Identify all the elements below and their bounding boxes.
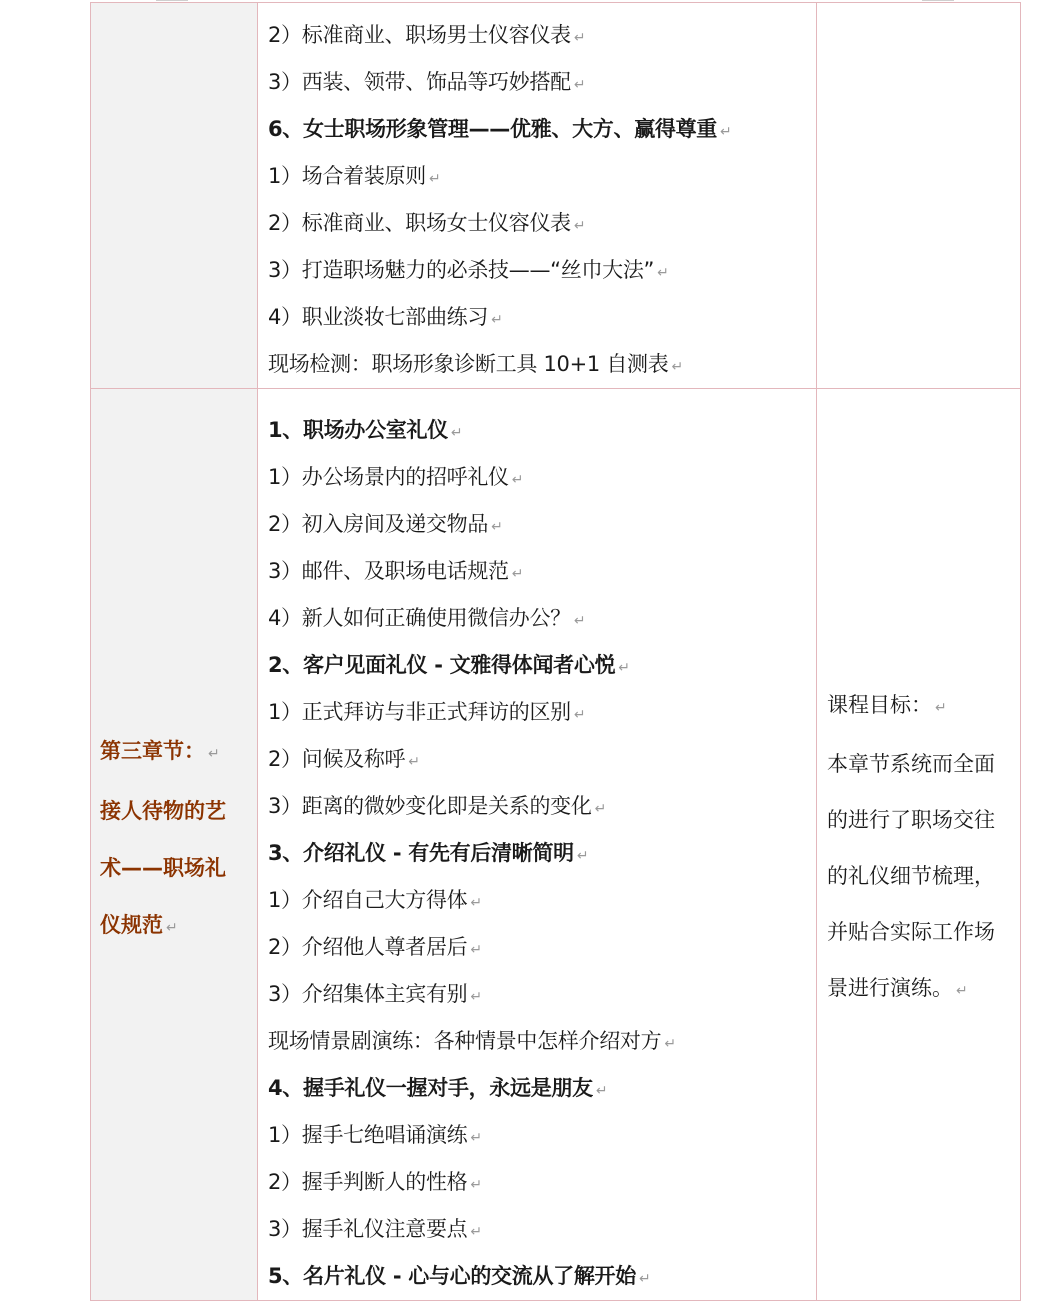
outline-text: 2、客户见面礼仪 - 文雅得体闻者心悦 — [268, 653, 616, 677]
goal-line — [827, 677, 1008, 736]
outline-text: 1）介绍自己大方得体 — [268, 888, 468, 912]
section-cell — [91, 389, 258, 1301]
outline-text: 3）西装、领带、饰品等巧妙搭配 — [268, 70, 571, 94]
goal-line — [827, 792, 1008, 848]
course-outline-table — [90, 2, 1021, 1301]
content-cell — [258, 3, 817, 389]
section-title-line-text: 第三章节： — [100, 739, 205, 763]
outline-heading — [268, 642, 816, 689]
outline-item — [268, 247, 816, 294]
outline-text: 3）打造职场魅力的必杀技——“丝巾大法” — [268, 258, 655, 282]
outline-item — [268, 689, 816, 736]
goal-line — [827, 960, 1008, 1019]
outline-text: 1、职场办公室礼仪 — [268, 418, 448, 442]
paragraph-mark-icon: ↵ — [470, 989, 482, 1005]
goal-line-text: 的礼仪细节梳理， — [827, 864, 995, 888]
section-title-line-text: 术——职场礼 — [100, 856, 226, 880]
outline-item — [268, 1206, 816, 1253]
outline-item — [268, 548, 816, 595]
outline-heading — [268, 407, 816, 454]
paragraph-mark-icon: ↵ — [470, 895, 482, 911]
outline-text: 现场检测：职场形象诊断工具 10+1 自测表 — [268, 352, 669, 376]
outline-text: 2）标准商业、职场女士仪容仪表 — [268, 211, 571, 235]
outline-heading — [268, 1065, 816, 1112]
outline-item — [268, 200, 816, 247]
paragraph-mark-icon: ↵ — [470, 1130, 482, 1146]
table-row — [91, 3, 1021, 389]
outline-heading — [268, 106, 816, 153]
outline-text: 4、握手礼仪一握对手，永远是朋友 — [268, 1076, 593, 1100]
goal-line-text: 的进行了职场交往 — [827, 808, 995, 832]
section-title-line — [100, 723, 250, 783]
goal-line — [827, 904, 1008, 960]
outline-heading — [268, 1253, 816, 1300]
outline-item — [268, 924, 816, 971]
outline-text: 2）问候及称呼 — [268, 747, 406, 771]
outline-text: 1）握手七绝唱诵演练 — [268, 1123, 468, 1147]
outline-item — [268, 783, 816, 830]
outline-item — [268, 294, 816, 341]
outline-text: 3）邮件、及职场电话规范 — [268, 559, 509, 583]
paragraph-mark-icon: ↵ — [671, 359, 683, 375]
paragraph-mark-icon: ↵ — [470, 1224, 482, 1240]
outline-text: 1）正式拜访与非正式拜访的区别 — [268, 700, 571, 724]
paragraph-mark-icon: ↵ — [491, 519, 503, 535]
paragraph-mark-icon: ↵ — [491, 312, 503, 328]
outline-heading — [268, 830, 816, 877]
outline-item — [268, 454, 816, 501]
paragraph-mark-icon: ↵ — [428, 171, 441, 187]
paragraph-mark-icon: ↵ — [720, 124, 732, 140]
section-title-line-text: 仪规范 — [100, 913, 163, 937]
outline-text: 4）新人如何正确使用微信办公？ — [268, 606, 571, 630]
goal-line — [827, 736, 1008, 792]
outline-item — [268, 341, 816, 388]
table-row — [91, 389, 1021, 1301]
paragraph-mark-icon: ↵ — [573, 30, 586, 46]
paragraph-mark-icon: ↵ — [208, 746, 220, 762]
paragraph-mark-icon: ↵ — [573, 77, 586, 93]
outline-item — [268, 59, 816, 106]
outline-item — [268, 1159, 816, 1206]
paragraph-mark-icon: ↵ — [450, 425, 463, 441]
outline-text: 现场情景剧演练：各种情景中怎样介绍对方 — [268, 1029, 662, 1053]
paragraph-mark-icon: ↵ — [594, 801, 606, 817]
outline-text: 3）介绍集体主宾有别 — [268, 982, 468, 1006]
section-title-line — [100, 840, 250, 897]
outline-item — [268, 153, 816, 200]
content-list — [258, 389, 816, 1300]
outline-item — [268, 1018, 816, 1065]
outline-text: 2）介绍他人尊者居后 — [268, 935, 468, 959]
paragraph-mark-icon: ↵ — [470, 1177, 482, 1193]
goal-cell-empty — [817, 3, 1021, 389]
paragraph-mark-icon: ↵ — [166, 920, 178, 936]
paragraph-mark-icon: ↵ — [576, 848, 589, 864]
outline-item — [268, 877, 816, 924]
outline-text: 6、女士职场形象管理——优雅、大方、赢得尊重 — [268, 117, 718, 141]
section-title — [91, 389, 250, 957]
paragraph-mark-icon: ↵ — [511, 472, 524, 488]
outline-item — [268, 595, 816, 642]
outline-text: 2）标准商业、职场男士仪容仪表 — [268, 23, 571, 47]
paragraph-mark-icon: ↵ — [664, 1036, 676, 1052]
outline-item — [268, 1112, 816, 1159]
content-list — [258, 3, 816, 388]
goal-line-text: 并贴合实际工作场 — [827, 920, 995, 944]
content-cell — [258, 389, 817, 1301]
paragraph-mark-icon: ↵ — [573, 218, 586, 234]
paragraph-mark-icon: ↵ — [573, 707, 586, 723]
outline-text: 2）握手判断人的性格 — [268, 1170, 468, 1194]
goal-line — [827, 848, 1008, 904]
outline-text: 1）办公场景内的招呼礼仪 — [268, 465, 509, 489]
outline-item — [268, 736, 816, 783]
paragraph-mark-icon: ↵ — [511, 566, 524, 582]
paragraph-mark-icon: ↵ — [638, 1271, 651, 1287]
outline-item — [268, 501, 816, 548]
outline-text: 4）职业淡妆七部曲练习 — [268, 305, 489, 329]
paragraph-mark-icon: ↵ — [657, 265, 669, 281]
section-title-line-text: 接人待物的艺 — [100, 799, 226, 823]
outline-text: 3）距离的微妙变化即是关系的变化 — [268, 794, 592, 818]
goal-line-text: 景进行演练。 — [827, 976, 953, 1000]
paragraph-mark-icon: ↵ — [573, 613, 586, 629]
outline-item — [268, 971, 816, 1018]
course-goal — [817, 389, 1020, 1019]
paragraph-mark-icon: ↵ — [618, 660, 630, 676]
paragraph-mark-icon: ↵ — [470, 942, 482, 958]
paragraph-mark-icon: ↵ — [408, 754, 420, 770]
paragraph-mark-icon: ↵ — [935, 700, 947, 716]
section-title-line — [100, 783, 250, 840]
goal-cell — [817, 389, 1021, 1301]
outline-text: 2）初入房间及递交物品 — [268, 512, 489, 536]
goal-line-text: 课程目标： — [827, 693, 932, 717]
outline-text: 3）握手礼仪注意要点 — [268, 1217, 468, 1241]
outline-text: 1）场合着装原则 — [268, 164, 426, 188]
outline-text: 5、名片礼仪 - 心与心的交流从了解开始 — [268, 1264, 636, 1288]
section-cell-empty — [91, 3, 258, 389]
outline-item — [268, 12, 816, 59]
section-title-line — [100, 897, 250, 957]
paragraph-mark-icon: ↵ — [956, 983, 968, 999]
goal-line-text: 本章节系统而全面 — [827, 752, 995, 776]
paragraph-mark-icon: ↵ — [595, 1083, 608, 1099]
outline-text: 3、介绍礼仪 - 有先有后清晰简明 — [268, 841, 574, 865]
